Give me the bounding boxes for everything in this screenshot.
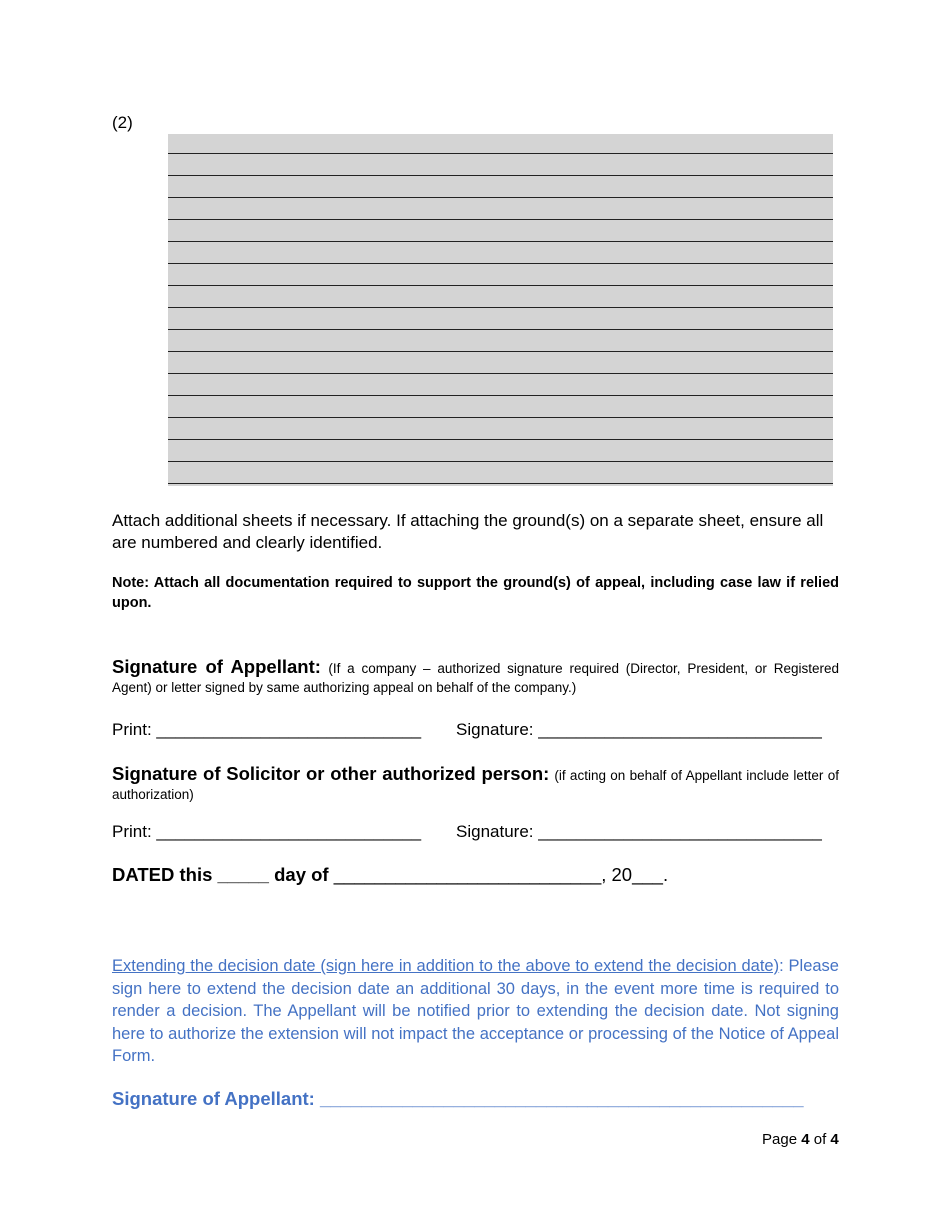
writing-line (168, 241, 833, 242)
solicitor-print-field[interactable]: Print: ____________________________ (112, 822, 422, 841)
appellant-signature-heading (112, 657, 839, 697)
writing-line (168, 153, 833, 154)
solicitor-signature-field[interactable]: Signature: ______________________________ (456, 822, 822, 841)
solicitor-signature-heading (112, 764, 839, 804)
writing-line (168, 417, 833, 418)
page-number (762, 1131, 839, 1148)
writing-line (168, 461, 833, 462)
writing-line (168, 263, 833, 264)
writing-line (168, 285, 833, 286)
appellant-signature-field[interactable]: Signature: ______________________________ (456, 720, 822, 739)
writing-line (168, 175, 833, 176)
item-number: (2) (112, 113, 133, 132)
writing-line (168, 307, 833, 308)
dated-suffix: __________________________, 20___. (333, 864, 669, 885)
solicitor-signature-row (112, 822, 839, 844)
extension-body: : Please sign here to extend the decision date an additional 30 days, in the event more time is required to render a decision. The Appellant will be notified prior to extending the decision date. Not signing here to authorize the extension will not impact the acceptance or processing of the Notice of Appeal Form. (112, 957, 839, 1065)
dated-line[interactable] (112, 864, 668, 886)
appellant-signature-row (112, 720, 839, 742)
appellant-signature-detail: (If a company – authorized signature required (Director, President, or Registered Agent) or letter signed by same authorizing appeal on behalf of the company.) (112, 661, 839, 695)
writing-line (168, 483, 833, 484)
page-total: 4 (830, 1131, 839, 1148)
writing-line (168, 373, 833, 374)
attach-instructions: Attach additional sheets if necessary. If attaching the ground(s) on a separate sheet, ensure all are numbered and clearly identified. (112, 511, 824, 552)
appellant-print-field[interactable]: Print: ____________________________ (112, 720, 422, 739)
solicitor-signature-detail: (if acting on behalf of Appellant include letter of authorization) (112, 768, 840, 802)
writing-line (168, 219, 833, 220)
writing-line (168, 329, 833, 330)
documentation-note: Note: Attach all documentation required to support the ground(s) of appeal, including case law if relied upon. (112, 575, 839, 611)
extension-link[interactable]: Extending the decision date (sign here in addition to the above to extend the decision date) (112, 957, 780, 975)
page-of: of (813, 1131, 827, 1148)
extension-signature-field[interactable]: Signature of Appellant: _______________________________________________ (112, 1088, 804, 1109)
solicitor-signature-title: Signature of Solicitor or other authorized person: (112, 763, 550, 784)
writing-line (168, 351, 833, 352)
page-prefix: Page (762, 1131, 798, 1148)
dated-prefix: DATED this _____ day of (112, 864, 329, 885)
writing-line (168, 395, 833, 396)
writing-line (168, 439, 833, 440)
page-current: 4 (801, 1131, 810, 1148)
appellant-signature-title: Signature of Appellant: (112, 656, 321, 677)
grounds-text-field[interactable] (168, 134, 833, 486)
writing-line (168, 197, 833, 198)
extension-paragraph (112, 955, 839, 1068)
